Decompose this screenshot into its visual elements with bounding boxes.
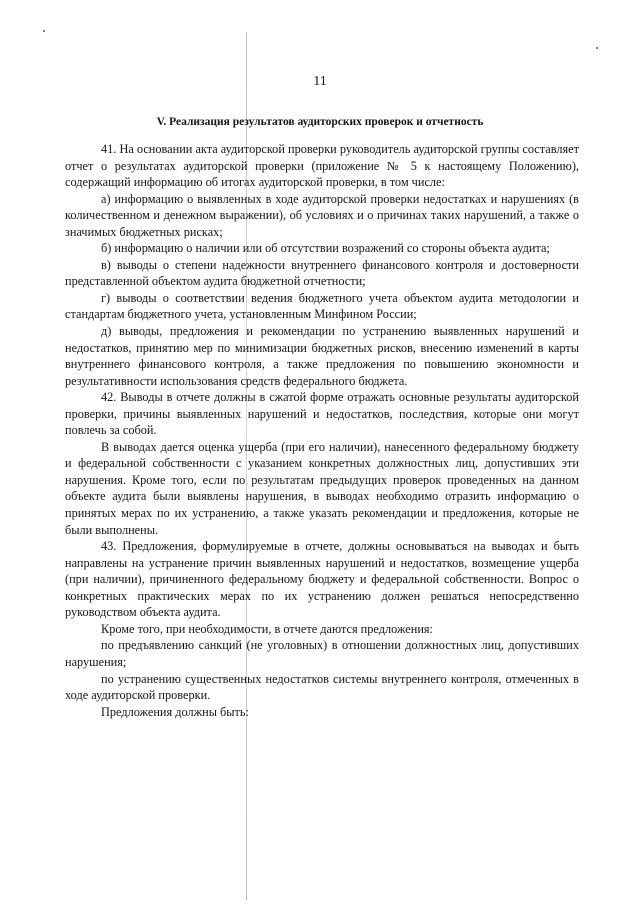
paragraph-proposals-must-be: Предложения должны быть: — [101, 704, 249, 719]
proposal-sanctions: по предъявлению санкций (не уголовных) в отношении должностных лиц, допустивших нарушения; — [65, 638, 579, 669]
paragraph-42: 42. Выводы в отчете должны в сжатой форме отражать основные результаты аудиторской проверки, причины выявленных нарушений и недостатков, последствия, которые они могут повлечь за собой. — [65, 390, 579, 438]
scan-speck — [43, 30, 45, 32]
paragraph-43: 43. Предложения, формулируемые в отчете, должны основываться на выводах и быть направлены на устранение причин выявленных нарушений и недостатков, возмещение ущерба (при наличии), причиненного федеральному бюджету и федеральной собственности. Вопрос о конкретных практических мерах по их устранению должен решаться непосредственно руководством объекта аудита. — [65, 539, 579, 620]
list-item-a: а) информацию о выявленных в ходе аудиторской проверки недостатках и нарушениях (в количественном и денежном выражении), об условиях и о причинах таких нарушений, а также о значимых бюджетных рисках; — [65, 191, 579, 239]
list-item-v: в) выводы о степени надежности внутреннего финансового контроля и достоверности представленной объектом аудита бюджетной отчетности; — [65, 257, 579, 289]
body-text — [65, 141, 579, 720]
page-number: 11 — [313, 74, 327, 89]
paragraph-41: 41. На основании акта аудиторской проверки руководитель аудиторской группы составляет отчет о результатах аудиторской проверки (приложение № 5 к настоящему Положению), содержащий информацию об итогах аудиторской проверки, в том числе: — [65, 142, 579, 190]
list-item-d: д) выводы, предложения и рекомендации по устранению выявленных нарушений и недостатков, принятию мер по минимизации бюджетных рисков, внесению изменений в карты внутреннего финансового контроля, а также предложения по повышению экономности и результативности использования средств федерального бюджета. — [65, 324, 579, 388]
paragraph-damage-assessment: В выводах дается оценка ущерба (при его наличии), нанесенного федеральному бюджету и федеральной собственности с указанием конкретных должностных лиц, допустивших эти нарушения. Кроме того, если по результатам предыдущих проверок проведенных на данном объекте аудита были выявлены нарушения, в выводах необходимо отразить информацию о принятых мерах по их устранению, а также указать рекомендации и предложения, которые не были выполнены. — [65, 439, 579, 537]
section-heading: V. Реализация результатов аудиторских проверок и отчетность — [156, 116, 484, 128]
list-item-g: г) выводы о соответствии ведения бюджетного учета объектом аудита методологии и стандартам бюджетного учета, установленным Минфином России; — [65, 290, 579, 322]
list-item-b: б) информацию о наличии или об отсутствии возражений со стороны объекта аудита; — [101, 241, 550, 256]
scan-speck — [596, 47, 598, 49]
proposal-internal-control: по устранению существенных недостатков системы внутреннего контроля, отмеченных в ходе аудиторской проверки. — [65, 671, 579, 703]
paragraph-additional-proposals: Кроме того, при необходимости, в отчете даются предложения: — [101, 621, 433, 636]
